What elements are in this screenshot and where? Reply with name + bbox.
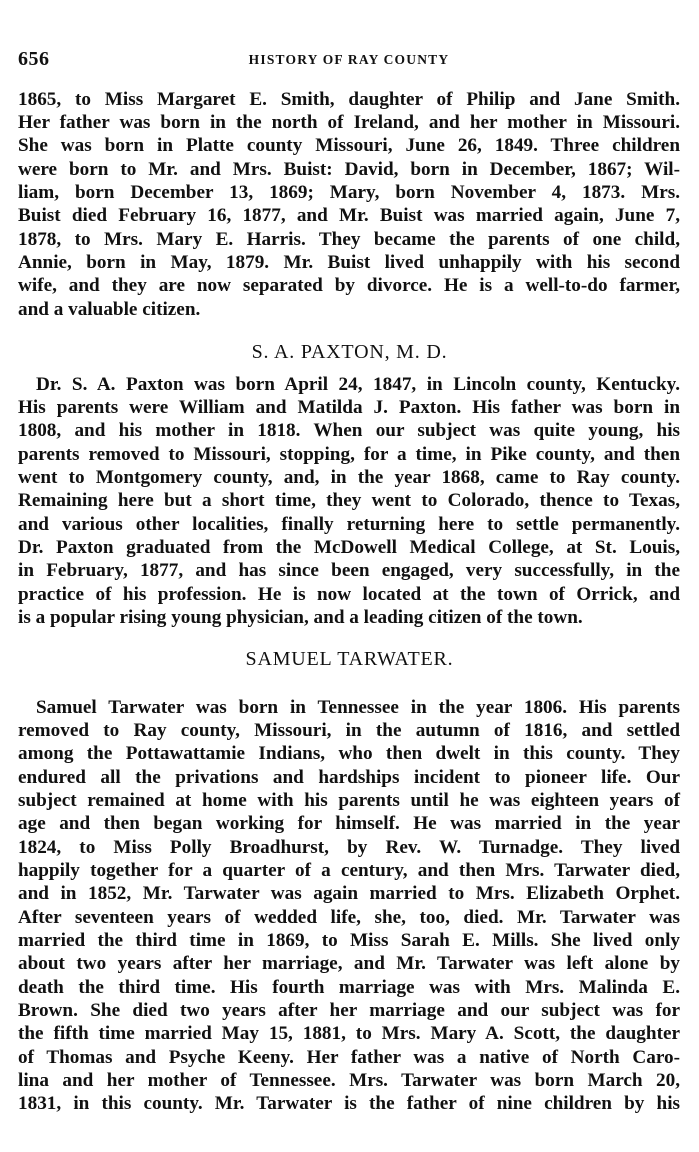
text-line: Samuel Tarwater was born in Tennessee in the year 1806. His parents bbox=[36, 697, 680, 718]
text-line: is a popular rising young physician, and a leading citizen of the town. bbox=[18, 607, 583, 628]
text-line: She was born in Platte county Missouri, June 26, 1849. Three children bbox=[18, 135, 680, 156]
text-line: Dr. Paxton graduated from the McDowell Medical College, at St. Louis, bbox=[18, 537, 680, 558]
text-line: After seventeen years of wedded life, she, too, died. Mr. Tarwater was bbox=[18, 907, 680, 928]
text-line: and various other localities, finally returning here to settle permanently. bbox=[18, 514, 680, 535]
text-line: 1865, to Miss Margaret E. Smith, daughter of Philip and Jane Smith. bbox=[18, 89, 680, 110]
text-line: Annie, born in May, 1879. Mr. Buist lived unhappily with his second bbox=[18, 252, 680, 273]
text-line: Remaining here but a short time, they went to Colorado, thence to Texas, bbox=[18, 490, 680, 511]
text-line: removed to Ray county, Missouri, in the autumn of 1816, and settled bbox=[18, 720, 680, 741]
text-line: 1831, in this county. Mr. Tarwater is the father of nine children by his bbox=[18, 1093, 680, 1114]
text-line: about two years after her marriage, and Mr. Tarwater was left alone by bbox=[18, 953, 680, 974]
text-line: Brown. She died two years after her marriage and our subject was for bbox=[18, 1000, 680, 1021]
text-line: Dr. S. A. Paxton was born April 24, 1847, in Lincoln county, Kentucky. bbox=[36, 374, 680, 395]
text-line: 1878, to Mrs. Mary E. Harris. They became the parents of one child, bbox=[18, 229, 680, 250]
text-line: among the Pottawattamie Indians, who then dwelt in this county. They bbox=[18, 743, 680, 764]
text-line: age and then began working for himself. He was married in the year bbox=[18, 813, 680, 834]
text-line: parents removed to Missouri, stopping, for a time, in Pike county, and then bbox=[18, 444, 680, 465]
text-line: the fifth time married May 15, 1881, to Mrs. Mary A. Scott, the daughter bbox=[18, 1023, 680, 1044]
text-line: were born to Mr. and Mrs. Buist: David, born in December, 1867; Wil- bbox=[18, 159, 680, 180]
page-number: 656 bbox=[18, 48, 50, 70]
running-title: HISTORY OF RAY COUNTY bbox=[248, 52, 450, 67]
text-line: in February, 1877, and has since been engaged, very successfully, in the bbox=[18, 560, 680, 581]
text-line: death the third time. His fourth marriage was with Mrs. Malinda E. bbox=[18, 977, 680, 998]
text-line: His parents were William and Matilda J. Paxton. His father was born in bbox=[18, 397, 680, 418]
text-line: married the third time in 1869, to Miss Sarah E. Mills. She lived only bbox=[18, 930, 680, 951]
text-line: went to Montgomery county, and, in the year 1868, came to Ray county. bbox=[18, 467, 680, 488]
text-line: subject remained at home with his parents until he was eighteen years of bbox=[18, 790, 680, 811]
text-line: Her father was born in the north of Ireland, and her mother in Missouri. bbox=[18, 112, 680, 133]
section-heading: SAMUEL TARWATER. bbox=[245, 648, 454, 670]
text-line: liam, born December 13, 1869; Mary, born November 4, 1873. Mrs. bbox=[18, 182, 680, 203]
text-line: endured all the privations and hardships incident to pioneer life. Our bbox=[18, 767, 680, 788]
text-line: 1824, to Miss Polly Broadhurst, by Rev. W. Turnadge. They lived bbox=[18, 837, 680, 858]
text-line: and a valuable citizen. bbox=[18, 299, 201, 320]
text-line: of Thomas and Psyche Keeny. Her father was a native of North Caro- bbox=[18, 1047, 680, 1068]
text-line: wife, and they are now separated by divorce. He is a well-to-do farmer, bbox=[18, 275, 680, 296]
text-line: lina and her mother of Tennessee. Mrs. Tarwater was born March 20, bbox=[18, 1070, 680, 1091]
text-line: and in 1852, Mr. Tarwater was again married to Mrs. Elizabeth Orphet. bbox=[18, 883, 680, 904]
text-line: practice of his profession. He is now located at the town of Orrick, and bbox=[18, 584, 680, 605]
text-line: 1808, and his mother in 1818. When our subject was quite young, his bbox=[18, 420, 680, 441]
running-head bbox=[18, 48, 680, 72]
section-heading: S. A. PAXTON, M. D. bbox=[251, 341, 448, 363]
text-line: Buist died February 16, 1877, and Mr. Buist was married again, June 7, bbox=[18, 205, 680, 226]
text-line: happily together for a quarter of a century, and then Mrs. Tarwater died, bbox=[18, 860, 680, 881]
